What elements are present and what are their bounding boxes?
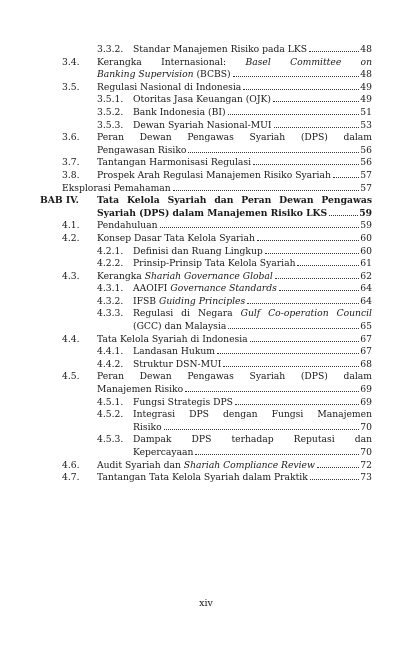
title-text: Tantangan Tata Kelola Syariah dalam Praktik <box>97 472 308 484</box>
toc-entry-title <box>133 94 271 107</box>
toc-entry-number: 4.2. <box>62 232 80 244</box>
dot-leader <box>317 467 359 468</box>
toc-entry-title <box>97 57 372 68</box>
toc-entry-number: 3.6. <box>62 132 80 144</box>
toc-page-number: 67 <box>360 346 372 358</box>
toc-entry-title <box>97 145 186 158</box>
toc-entry[interactable] <box>0 409 412 434</box>
toc-entry-title <box>97 195 372 206</box>
italic-term: Guiding Principles <box>158 295 246 307</box>
toc-entry-number: 4.5. <box>62 371 80 383</box>
toc-entry-number: 4.5.1. <box>97 396 124 408</box>
title-text: Pendahuluan <box>97 220 158 232</box>
title-text: (GCC) dan Malaysia <box>133 321 227 333</box>
toc-page-number: 65 <box>360 321 372 333</box>
table-of-contents <box>0 44 412 485</box>
dot-leader <box>173 190 360 191</box>
toc-entry-title <box>133 308 372 319</box>
toc-entry-number: 4.2.2. <box>97 258 124 270</box>
dot-leader <box>235 404 359 405</box>
toc-entry-title <box>97 233 255 246</box>
title-text: Struktur DSN-MUI <box>133 358 222 370</box>
title-text: Prospek Arah Regulasi Manajemen Risiko Syariah <box>97 169 331 181</box>
toc-entry-title <box>133 422 162 435</box>
dot-leader <box>333 177 359 178</box>
dot-leader <box>223 366 359 367</box>
toc-page-number: 59 <box>359 207 372 219</box>
toc-page-number: 61 <box>360 258 372 270</box>
toc-entry[interactable] <box>0 157 412 170</box>
dot-leader <box>265 253 360 254</box>
toc-entry-number: 4.5.3. <box>97 434 124 446</box>
dot-leader <box>217 353 359 354</box>
title-text: Audit Syariah dan <box>97 459 184 471</box>
title-text: Prinsip-Prinsip Tata Kelola Syariah <box>133 258 296 270</box>
toc-entry[interactable] <box>0 271 412 284</box>
toc-page-number: 69 <box>360 396 372 408</box>
toc-entry-number: 3.3.2. <box>97 44 124 55</box>
title-text: Manajemen Risiko <box>97 384 184 396</box>
toc-entry[interactable] <box>0 120 412 133</box>
title-text: Tata Kelola Syariah dan Peran Dewan Pengawas <box>97 195 372 207</box>
title-text: Fungsi Strategis DPS <box>133 396 233 408</box>
dot-leader <box>253 164 359 165</box>
italic-term: Banking Supervision <box>97 69 194 81</box>
toc-entry-title <box>133 44 307 57</box>
toc-entry-title <box>133 409 372 420</box>
dot-leader <box>228 328 359 329</box>
toc-entry-number: 4.3.3. <box>97 308 124 320</box>
dot-leader <box>160 227 360 228</box>
toc-page-number: 68 <box>360 358 372 370</box>
toc-page-number: 48 <box>360 44 372 55</box>
title-text: Tantangan Harmonisasi Regulasi <box>97 157 252 169</box>
toc-entry-title <box>97 132 372 143</box>
toc-entry[interactable] <box>0 258 412 271</box>
toc-page-number: 57 <box>360 182 372 194</box>
toc-entry-title <box>62 183 171 196</box>
toc-entry-number: 4.5.2. <box>97 409 124 421</box>
title-text: Bank Indonesia (BI) <box>133 106 226 118</box>
toc-entry-title <box>133 258 295 271</box>
toc-entry-number: 3.7. <box>62 157 80 169</box>
title-text: IFSB <box>133 295 159 307</box>
toc-entry-title <box>133 397 233 410</box>
toc-entry[interactable] <box>0 220 412 233</box>
toc-entry-number: 3.5.3. <box>97 119 124 131</box>
toc-entry-title <box>97 472 308 485</box>
toc-entry-number: 4.4. <box>62 333 80 345</box>
toc-entry[interactable] <box>0 472 412 485</box>
toc-entry-title <box>133 346 215 359</box>
toc-entry-title <box>133 283 277 296</box>
toc-entry[interactable] <box>0 132 412 157</box>
toc-entry-number: BAB IV. <box>40 195 79 207</box>
toc-entry-number: 4.4.2. <box>97 358 124 370</box>
toc-entry[interactable] <box>0 334 412 347</box>
title-text: Landasan Hukum <box>133 346 216 358</box>
toc-entry-title <box>97 371 372 382</box>
toc-entry[interactable] <box>0 283 412 296</box>
dot-leader <box>243 89 359 90</box>
toc-entry-number: 4.7. <box>62 472 80 484</box>
toc-page-number: 73 <box>360 472 372 484</box>
toc-entry[interactable] <box>0 82 412 95</box>
italic-term: Basel Committee on <box>245 56 373 68</box>
toc-entry[interactable] <box>0 57 412 82</box>
title-text: Kerangka Internasional: <box>97 56 246 68</box>
toc-entry[interactable] <box>0 183 412 196</box>
dot-leader <box>247 303 359 304</box>
title-text: Standar Manajemen Risiko pada LKS <box>133 44 308 55</box>
toc-entry-number: 4.1. <box>62 220 80 232</box>
toc-entry[interactable] <box>0 233 412 246</box>
toc-entry-title <box>133 246 263 259</box>
toc-entry[interactable] <box>0 94 412 107</box>
title-text: Syariah (DPS) dalam Manajemen Risiko LKS <box>97 207 328 219</box>
page-number: xiv <box>199 598 213 609</box>
italic-term: Shariah Governance Global <box>144 270 273 282</box>
toc-entry-title <box>97 69 231 82</box>
toc-entry-title <box>133 447 193 460</box>
title-text: Definisi dan Ruang Lingkup <box>133 245 263 257</box>
italic-term: Gulf Co-operation Council <box>240 308 372 320</box>
toc-page-number: 51 <box>360 106 372 118</box>
title-text: Regulasi Nasional di Indonesia <box>97 81 242 93</box>
title-text: Tata Kelola Syariah di Indonesia <box>97 333 248 345</box>
dot-leader <box>310 479 360 480</box>
toc-entry-title <box>133 359 221 372</box>
toc-entry-title <box>133 321 226 334</box>
toc-entry-title <box>133 296 245 309</box>
title-text: Konsep Dasar Tata Kelola Syariah <box>97 232 255 244</box>
toc-page-number: 64 <box>360 295 372 307</box>
toc-page-number: 70 <box>360 447 372 458</box>
toc-entry-number: 4.6. <box>62 459 80 471</box>
toc-entry[interactable] <box>0 460 412 473</box>
toc-page-number: 49 <box>360 94 372 106</box>
toc-entry-number: 4.2.1. <box>97 245 124 257</box>
toc-page-number: 67 <box>360 333 372 345</box>
title-text: Otoritas Jasa Keuangan (OJK) <box>133 94 271 106</box>
toc-entry-title <box>97 220 158 233</box>
toc-entry[interactable] <box>0 246 412 259</box>
dot-leader <box>195 454 359 455</box>
toc-entry-title <box>97 82 241 95</box>
dot-leader <box>257 240 359 241</box>
title-text: Peran Dewan Pengawas Syariah (DPS) dalam <box>97 371 372 383</box>
toc-entry-title <box>97 384 183 397</box>
italic-term: Governance Standards <box>170 283 277 295</box>
dot-leader <box>233 76 360 77</box>
toc-page-number: 72 <box>360 459 372 471</box>
toc-entry[interactable] <box>0 195 412 220</box>
toc-page-number: 56 <box>360 144 372 156</box>
toc-entry[interactable] <box>0 434 412 459</box>
title-text: Dewan Syariah Nasional-MUI <box>133 119 272 131</box>
toc-page-number: 70 <box>360 421 372 433</box>
dot-leader <box>279 290 360 291</box>
toc-page-number: 64 <box>360 283 372 295</box>
toc-entry[interactable] <box>0 359 412 372</box>
toc-entry-title <box>97 334 248 347</box>
title-text: (BCBS) <box>193 69 231 81</box>
title-text: Integrasi DPS dengan Fungsi Manajemen <box>133 409 372 421</box>
toc-page-number: 49 <box>360 81 372 93</box>
title-text: Kepercayaan <box>133 447 194 458</box>
toc-page-number: 59 <box>360 220 372 232</box>
toc-entry[interactable] <box>0 397 412 410</box>
toc-entry[interactable] <box>0 44 412 57</box>
toc-entry-title <box>97 157 251 170</box>
toc-entry-number: 3.5.1. <box>97 94 124 106</box>
title-text: Regulasi di Negara <box>133 308 241 320</box>
toc-page-number: 56 <box>360 157 372 169</box>
dot-leader <box>273 101 359 102</box>
toc-entry-number: 3.5.2. <box>97 106 124 118</box>
dot-leader <box>188 152 359 153</box>
toc-entry[interactable] <box>0 371 412 396</box>
toc-entry-number: 4.3. <box>62 270 80 282</box>
toc-entry-title <box>133 107 226 120</box>
toc-entry[interactable] <box>0 296 412 309</box>
dot-leader <box>309 51 359 52</box>
italic-term: Shariah Compliance Review <box>183 459 315 471</box>
toc-entry[interactable] <box>0 346 412 359</box>
title-text: Kerangka <box>97 270 145 282</box>
toc-entry-title <box>97 271 273 284</box>
toc-entry-title <box>97 460 315 473</box>
toc-page-number: 48 <box>360 69 372 81</box>
dot-leader <box>228 114 360 115</box>
toc-page-number: 60 <box>360 232 372 244</box>
toc-page-number: 53 <box>360 119 372 131</box>
toc-page-number: 69 <box>360 384 372 396</box>
dot-leader <box>185 391 359 392</box>
title-text: Risiko <box>133 421 162 433</box>
toc-entry-number: 4.3.2. <box>97 295 124 307</box>
toc-page-number: 60 <box>360 245 372 257</box>
title-text: Eksplorasi Pemahaman <box>62 182 171 194</box>
toc-entry-number: 3.5. <box>62 81 80 93</box>
toc-page-number: 62 <box>360 270 372 282</box>
title-text: Pengawasan Risiko <box>97 144 187 156</box>
dot-leader <box>297 265 359 266</box>
dot-leader <box>329 215 358 216</box>
title-text: AAOIFI <box>133 283 171 295</box>
toc-entry-title <box>97 170 331 183</box>
toc-entry-title <box>133 434 372 445</box>
toc-entry-number: 3.4. <box>62 56 80 68</box>
dot-leader <box>250 341 360 342</box>
toc-entry[interactable] <box>0 107 412 120</box>
title-text: Peran Dewan Pengawas Syariah (DPS) dalam <box>97 132 372 144</box>
dot-leader <box>164 429 360 430</box>
toc-entry[interactable] <box>0 308 412 333</box>
toc-entry-number: 4.3.1. <box>97 283 124 295</box>
dot-leader <box>275 278 359 279</box>
toc-entry[interactable] <box>0 170 412 183</box>
toc-page-number: 57 <box>360 169 372 181</box>
toc-entry-number: 4.4.1. <box>97 346 124 358</box>
title-text: Dampak DPS terhadap Reputasi dan <box>133 434 372 446</box>
toc-entry-title <box>133 120 272 133</box>
toc-entry-title <box>97 208 327 221</box>
toc-entry-number: 3.8. <box>62 169 80 181</box>
dot-leader <box>274 127 360 128</box>
